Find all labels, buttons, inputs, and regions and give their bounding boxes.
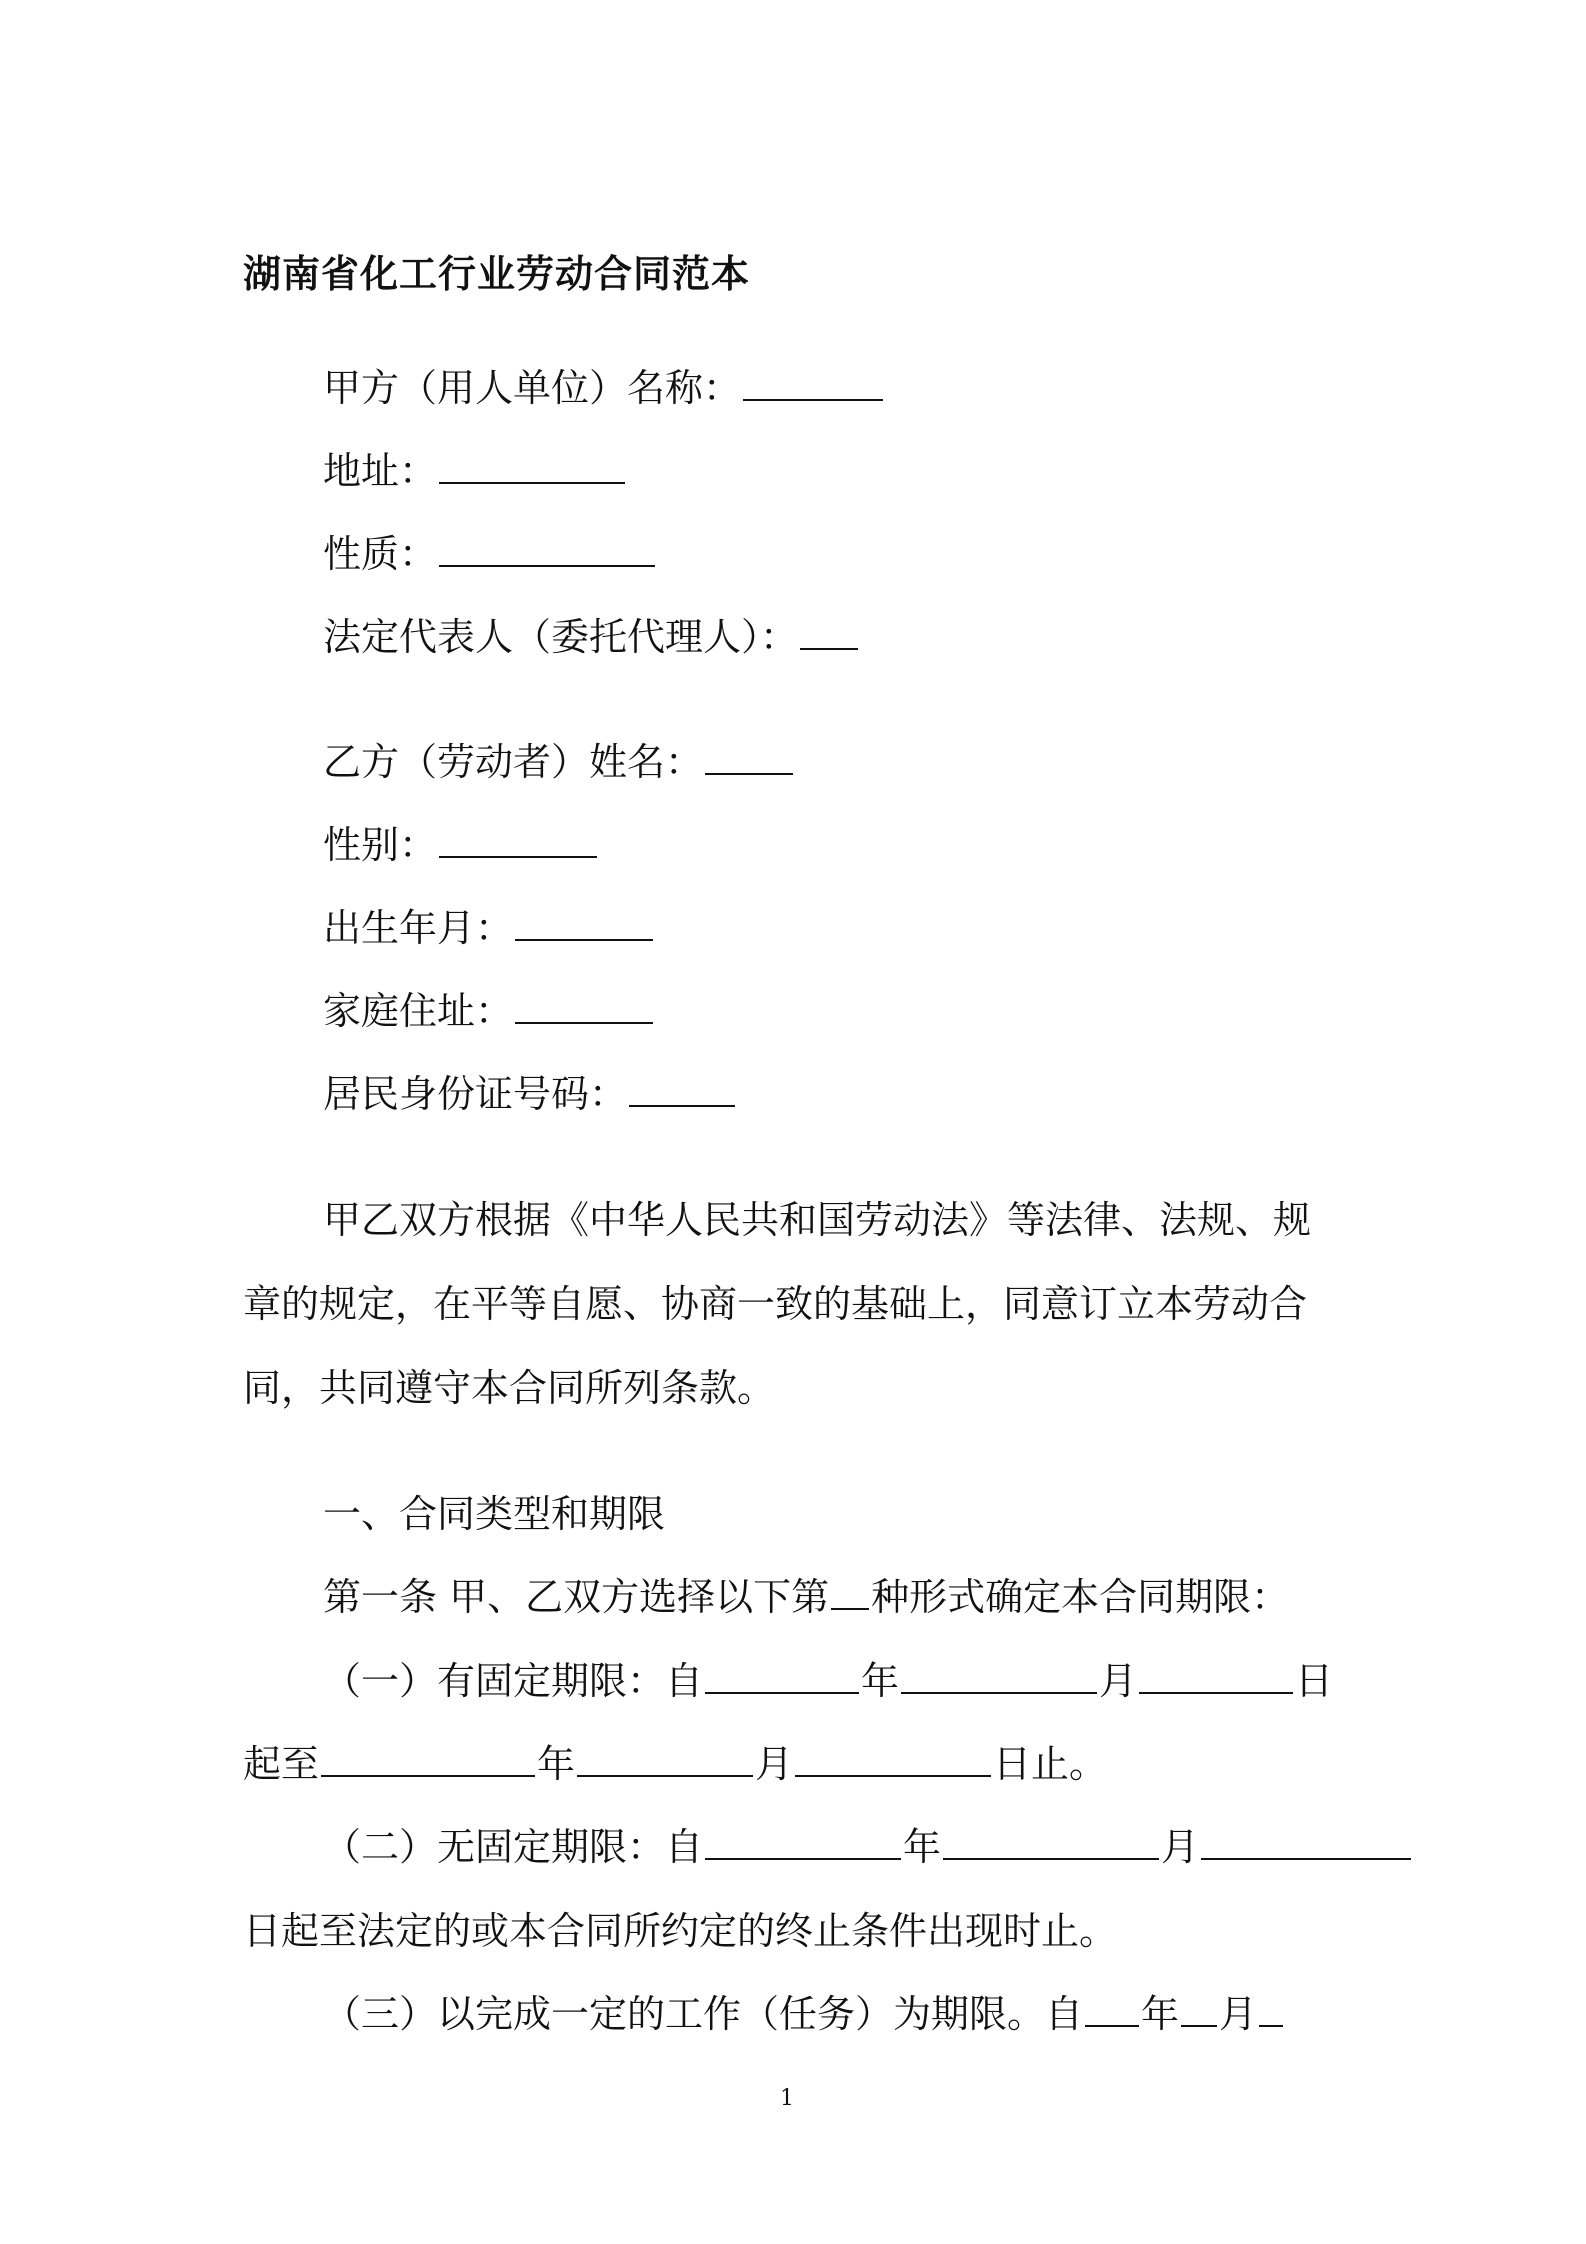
party-a-name-blank: [743, 365, 883, 401]
article-1-line: [323, 1573, 1289, 1621]
fixed-term-line-1: [323, 1657, 1333, 1705]
party-a-representative-line: [323, 613, 860, 661]
task-start-day-blank: [1259, 1991, 1283, 2027]
fixed-end-month-blank: [577, 1741, 753, 1777]
unfixed-year-label: 年: [903, 1825, 942, 1869]
party-a-nature-line: [323, 530, 657, 578]
party-a-address-blank: [439, 448, 625, 484]
fixed-month-label: 月: [1099, 1659, 1138, 1703]
fixed-end-suffix: 日止。: [993, 1742, 1108, 1786]
article-1-type-blank: [831, 1574, 869, 1610]
party-b-birth-line: [323, 904, 655, 952]
party-a-representative-label: 法定代表人（委托代理人）：: [323, 615, 799, 659]
party-a-name-label: 甲方（用人单位）名称：: [323, 366, 742, 410]
fixed-year-label: 年: [861, 1659, 900, 1703]
unfixed-term-prefix: （二）无固定期限：自: [323, 1825, 704, 1869]
party-b-home-address-line: [323, 987, 655, 1035]
party-a-address-line: [323, 447, 627, 495]
fixed-term-prefix: （一）有固定期限：自: [323, 1659, 704, 1703]
party-a-nature-label: 性质：: [323, 532, 438, 576]
party-a-name-line: [323, 364, 885, 412]
party-b-home-address-blank: [515, 988, 653, 1024]
preamble-line-3: 同，共同遵守本合同所列条款。: [243, 1366, 776, 1410]
party-b-name-label: 乙方（劳动者）姓名：: [323, 740, 704, 784]
page-number: 1: [780, 2086, 794, 2111]
task-term-line-1: [323, 1990, 1285, 2038]
fixed-start-month-blank: [901, 1658, 1097, 1694]
party-a-representative-blank: [800, 614, 858, 650]
party-b-birth-blank: [515, 905, 653, 941]
party-b-home-address-label: 家庭住址：: [323, 989, 514, 1033]
party-b-gender-blank: [439, 822, 597, 858]
party-b-gender-label: 性别：: [323, 823, 438, 867]
party-b-name-line: [323, 738, 795, 786]
party-b-id-number-blank: [629, 1071, 735, 1107]
party-a-nature-blank: [439, 531, 655, 567]
party-b-id-number-line: [323, 1070, 737, 1118]
party-b-name-blank: [705, 739, 793, 775]
article-1-prefix: 第一条 甲、乙双方选择以下第: [323, 1575, 830, 1619]
party-a-address-label: 地址：: [323, 449, 438, 493]
fixed-end-day-blank: [795, 1741, 991, 1777]
document-title: 湖南省化工行业劳动合同范本: [243, 252, 751, 296]
task-term-prefix: （三）以完成一定的工作（任务）为期限。自: [323, 1992, 1084, 2036]
fixed-end-prefix: 起至: [243, 1742, 320, 1786]
unfixed-start-day-blank: [1201, 1824, 1411, 1860]
unfixed-term-line-1: [323, 1823, 1413, 1871]
fixed-day-label: 日: [1295, 1659, 1334, 1703]
party-b-birth-label: 出生年月：: [323, 906, 514, 950]
section-1-heading: 一、合同类型和期限: [323, 1492, 666, 1536]
task-start-year-blank: [1085, 1991, 1139, 2027]
fixed-start-day-blank: [1139, 1658, 1293, 1694]
unfixed-term-line-2: 日起至法定的或本合同所约定的终止条件出现时止。: [243, 1909, 1118, 1953]
fixed-start-year-blank: [705, 1658, 859, 1694]
unfixed-start-year-blank: [705, 1824, 901, 1860]
fixed-term-line-2: [243, 1740, 1107, 1788]
fixed-end-year-label: 年: [537, 1742, 576, 1786]
task-month-label: 月: [1219, 1992, 1258, 2036]
party-b-id-number-label: 居民身份证号码：: [323, 1072, 628, 1116]
article-1-suffix: 种形式确定本合同期限：: [871, 1575, 1290, 1619]
preamble-line-2: 章的规定，在平等自愿、协商一致的基础上，同意订立本劳动合: [243, 1282, 1308, 1326]
fixed-end-month-label: 月: [755, 1742, 794, 1786]
fixed-end-year-blank: [321, 1741, 535, 1777]
unfixed-start-month-blank: [943, 1824, 1159, 1860]
party-b-gender-line: [323, 821, 599, 869]
preamble-line-1: 甲乙双方根据《中华人民共和国劳动法》等法律、法规、规: [323, 1198, 1312, 1242]
task-year-label: 年: [1141, 1992, 1180, 2036]
unfixed-month-label: 月: [1161, 1825, 1200, 1869]
task-start-month-blank: [1181, 1991, 1217, 2027]
